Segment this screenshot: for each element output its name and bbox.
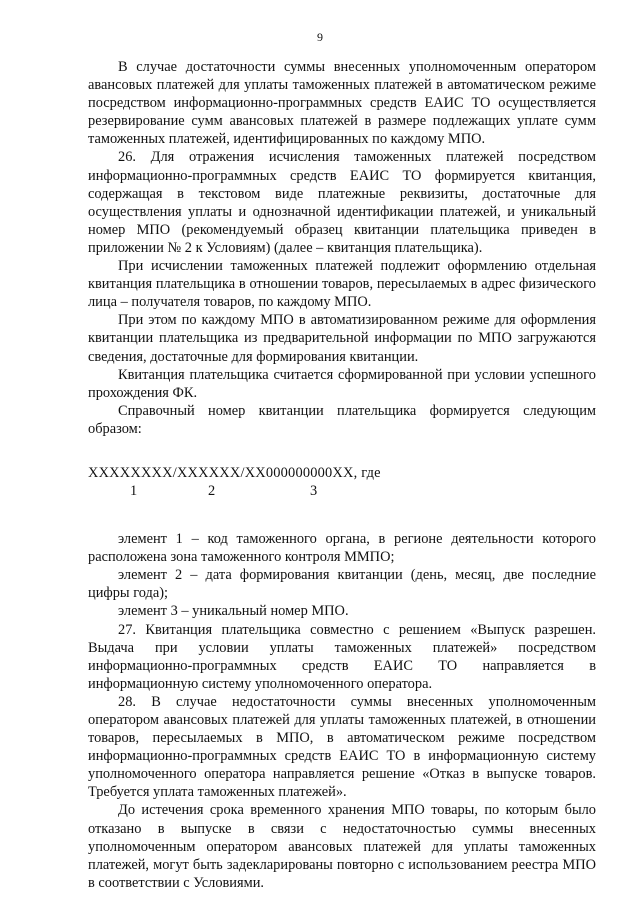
paragraph-separate-receipt: При исчислении таможенных платежей подлежит оформлению отдельная квитанция плательщика в отношении товаров, пересылаемых в адрес физического лица – получателя товаров, по каждому МПО.	[88, 258, 596, 311]
paragraph-receipt-formed: Квитанция плательщика считается сформированной при условии успешного прохождения ФК.	[88, 366, 596, 401]
reference-number-format	[88, 464, 596, 500]
paragraph-reservation: В случае достаточности суммы внесенных уполномоченным оператором авансовых платежей для уплаты таможенных платежей в автоматическом режиме посредством информационно-программных средств ЕАИС ТО осуществляется резервирование сумм авансовых платежей в размере подлежащих уплате сумм таможенных платежей, идентифицированных по каждому МПО.	[88, 59, 596, 148]
element-number-2: 2	[208, 483, 216, 500]
paragraph-element-2: элемент 2 – дата формирования квитанции (день, месяц, две последние цифры года);	[88, 567, 596, 602]
page-number: 9	[317, 30, 323, 44]
element-number-3: 3	[310, 483, 318, 500]
paragraph-redeclaration: До истечения срока временного хранения МПО товары, по которым было отказано в выпуске в связи с недостаточностью суммы внесенных уполномоченным оператором авансовых платежей для уплаты таможенных платежей, могут быть задекларированы повторно с использованием реестра МПО в соответствии с Условиями.	[88, 802, 596, 891]
paragraph-item-26: 26. Для отражения исчисления таможенных платежей посредством информационно-программных средств ЕАИС ТО формируется квитанция, содержащая в текстовом виде платежные реквизиты, достаточные для осуществления уплаты и однозначной идентификации платежей, и уникальный номер МПО (рекомендуемый образец квитанции плательщика приведен в приложении № 2 к Условиям) (далее – квитанция плательщика).	[88, 149, 596, 256]
paragraph-item-27: 27. Квитанция плательщика совместно с решением «Выпуск разрешен. Выдача при условии уплаты таможенных платежей» посредством информационно-программных средств ЕАИС ТО направляется в информационную систему уполномоченного оператора.	[88, 621, 596, 692]
paragraph-automated-loading: При этом по каждому МПО в автоматизированном режиме для оформления квитанции плательщика из предварительной информации по МПО загружаются сведения, достаточные для формирования квитанции.	[88, 312, 596, 365]
paragraph-reference-number: Справочный номер квитанции плательщика формируется следующим образом:	[88, 402, 596, 437]
paragraph-item-28: 28. В случае недостаточности суммы внесенных уполномоченным оператором авансовых платежей для уплаты таможенных платежей, в отношении товаров, пересылаемых в МПО, в автоматическом режиме посредством информационно-программных средств ЕАИС ТО в информационную систему уполномоченного оператора направляется решение «Отказ в выпуске товаров. Требуется уплата таможенных платежей».	[88, 693, 596, 801]
reference-number-pattern: XXXXXXXX/XXXXXX/XX000000000XX, где	[88, 464, 381, 481]
element-numbers	[88, 482, 596, 500]
document-body	[88, 58, 596, 892]
element-number-1: 1	[130, 483, 138, 500]
paragraph-element-3: элемент 3 – уникальный номер МПО.	[118, 603, 349, 620]
paragraph-element-1: элемент 1 – код таможенного органа, в регионе деятельности которого расположена зона таможенного контроля ММПО;	[88, 531, 596, 566]
